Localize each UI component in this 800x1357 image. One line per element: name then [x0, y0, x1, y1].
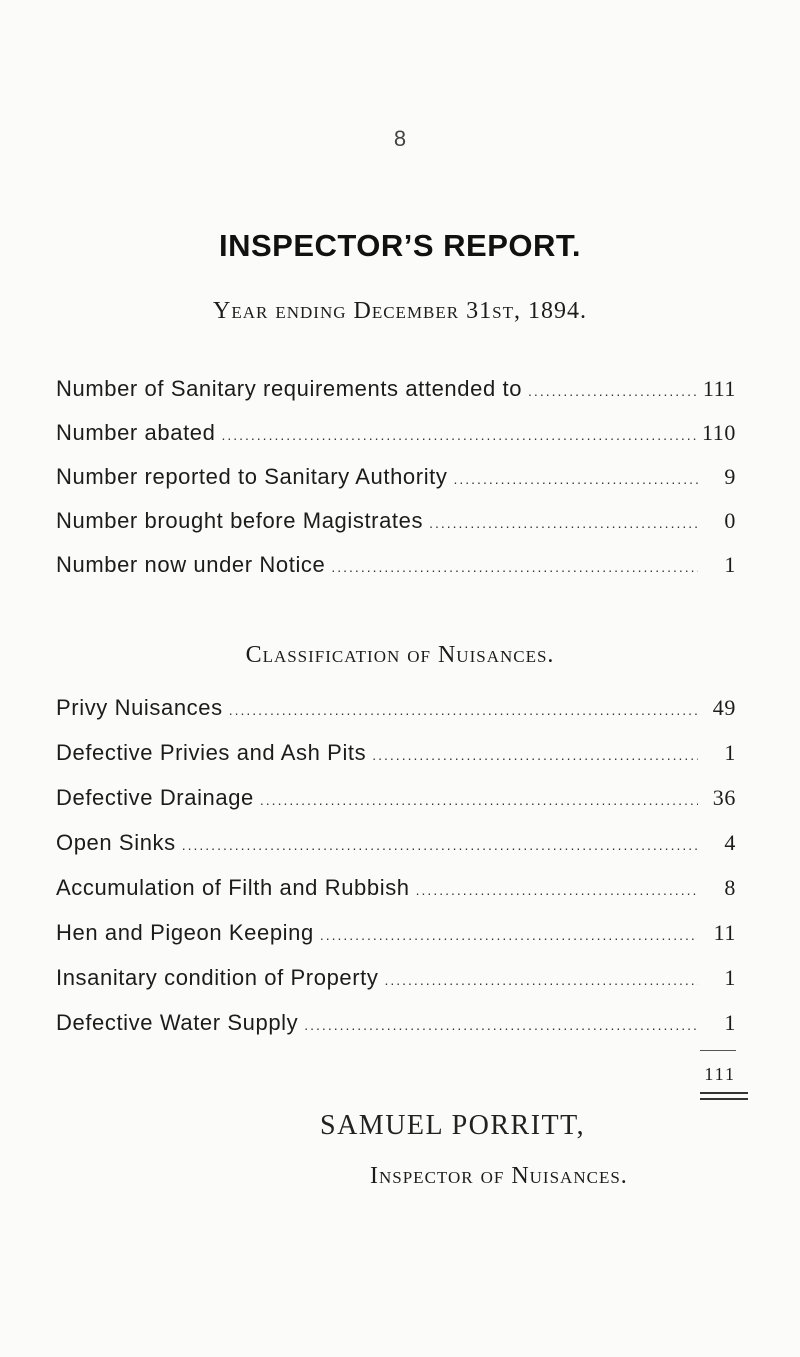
dot-leader	[429, 515, 698, 531]
page-number: 8	[393, 126, 407, 151]
row-value: 49	[712, 695, 736, 720]
row-label: Number of Sanitary requirements attended to	[56, 376, 523, 401]
row-value: 111	[702, 376, 736, 401]
sum-rule	[700, 1050, 736, 1051]
classification-row	[56, 740, 736, 780]
classification-row	[56, 785, 736, 825]
dot-leader	[182, 837, 698, 853]
classification-row	[56, 965, 736, 1005]
row-label: Hen and Pigeon Keeping	[56, 920, 314, 945]
row-label: Number now under Notice	[56, 552, 326, 577]
row-label: Defective Water Supply	[56, 1010, 299, 1035]
total-double-rule	[700, 1092, 748, 1100]
row-value: 1	[724, 552, 736, 577]
row-value: 0	[724, 508, 736, 533]
classification-heading: Classification of Nuisances.	[245, 642, 555, 668]
dot-leader	[384, 972, 698, 988]
row-value: 4	[724, 830, 736, 855]
row-label: Number abated	[56, 420, 216, 445]
dot-leader	[454, 471, 699, 487]
row-value: 8	[724, 875, 736, 900]
dot-leader	[304, 1017, 698, 1033]
signature-role: Inspector of Nuisances.	[370, 1163, 628, 1189]
classification-row	[56, 920, 736, 960]
summary-row	[56, 464, 736, 504]
year-heading: Year ending December 31st, 1894.	[213, 298, 587, 324]
summary-row	[56, 508, 736, 548]
row-label: Number reported to Sanitary Authority	[56, 464, 448, 489]
dot-leader	[416, 882, 698, 898]
row-value: 1	[724, 1010, 736, 1035]
signature-name: SAMUEL PORRITT,	[320, 1110, 586, 1141]
report-title: INSPECTOR’S REPORT.	[218, 228, 582, 263]
row-label: Defective Drainage	[56, 785, 254, 810]
row-label: Privy Nuisances	[56, 695, 223, 720]
row-label: Open Sinks	[56, 830, 176, 855]
summary-row	[56, 420, 736, 460]
dot-leader	[372, 747, 698, 763]
classification-row	[56, 875, 736, 915]
row-label: Defective Privies and Ash Pits	[56, 740, 367, 765]
dot-leader	[229, 702, 698, 718]
row-label: Accumulation of Filth and Rubbish	[56, 875, 410, 900]
classification-row	[56, 830, 736, 870]
summary-row	[56, 552, 736, 592]
row-value: 11	[713, 920, 736, 945]
row-label: Number brought before Magistrates	[56, 508, 424, 533]
classification-row	[56, 1010, 736, 1050]
dot-leader	[221, 427, 696, 443]
row-value: 9	[724, 464, 736, 489]
classification-row	[56, 695, 736, 735]
row-value: 110	[702, 420, 736, 445]
row-value: 1	[724, 965, 736, 990]
dot-leader	[528, 383, 697, 399]
row-value: 1	[724, 740, 736, 765]
row-label: Insanitary condition of Property	[56, 965, 379, 990]
total-value: 111	[704, 1064, 736, 1084]
summary-row	[56, 376, 736, 416]
row-value: 36	[712, 785, 736, 810]
dot-leader	[320, 927, 698, 943]
dot-leader	[260, 792, 698, 808]
dot-leader	[331, 559, 698, 575]
